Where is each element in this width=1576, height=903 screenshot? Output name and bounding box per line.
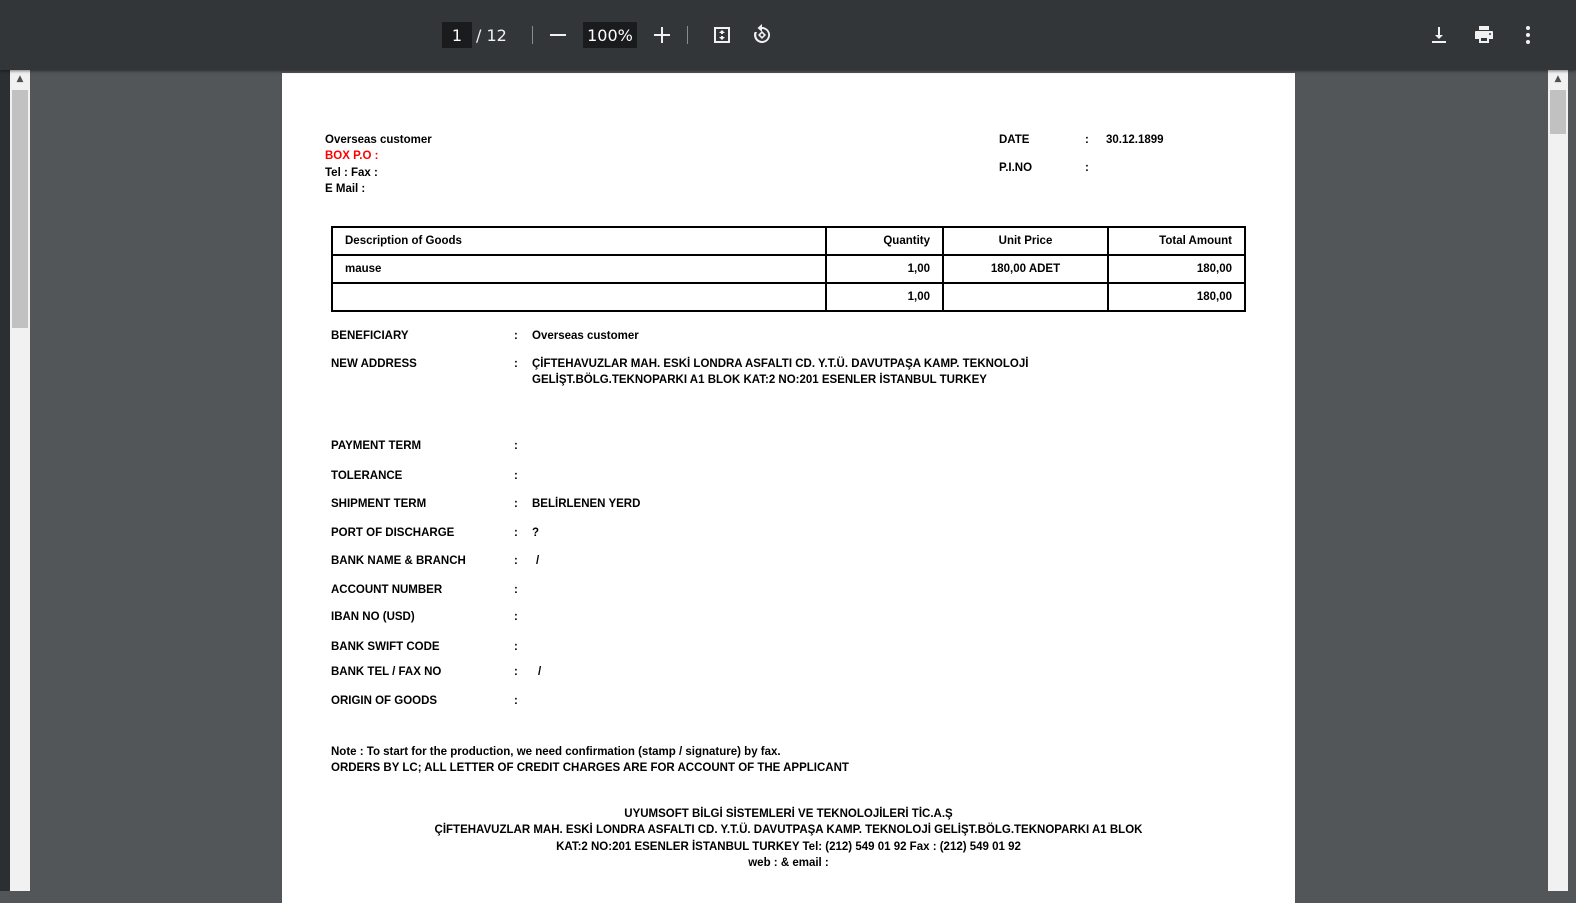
- zoom-in-icon: [650, 23, 674, 47]
- detail-colon: :: [514, 666, 518, 678]
- toolbar-divider: [687, 26, 688, 44]
- table-total-row: [332, 283, 1245, 311]
- detail-value: /: [536, 555, 540, 567]
- right-scrollbar[interactable]: [1548, 70, 1568, 891]
- table-row: [332, 255, 1245, 283]
- table-cell: [943, 283, 1108, 311]
- detail-label: SHIPMENT TERM: [331, 498, 427, 510]
- rotate-button[interactable]: [746, 19, 778, 51]
- detail-value: ÇİFTEHAVUZLAR MAH. ESKİ LONDRA ASFALTI CD. Y.T.Ü. DAVUTPAŞA KAMP. TEKNOLOJİ: [532, 358, 1029, 370]
- zoom-input[interactable]: 100%: [583, 22, 637, 48]
- detail-label: ORIGIN OF GOODS: [331, 695, 438, 707]
- detail-colon: :: [514, 358, 518, 370]
- company-contact: KAT:2 NO:201 ESENLER İSTANBUL TURKEY Tel: (212) 549 01 92 Fax : (212) 549 01 92: [556, 841, 1021, 853]
- table-header-cell: Quantity: [826, 227, 943, 255]
- note-line: Note : To start for the production, we need confirmation (stamp / signature) by fax.: [331, 746, 781, 758]
- download-icon: [1427, 23, 1451, 47]
- toolbar-divider: [532, 26, 533, 44]
- zoom-out-icon: [546, 23, 570, 47]
- detail-colon: :: [514, 555, 518, 567]
- table-cell: mause: [332, 255, 826, 283]
- goods-table: [331, 226, 1246, 312]
- detail-label: NEW ADDRESS: [331, 358, 417, 370]
- detail-label: BANK SWIFT CODE: [331, 641, 440, 653]
- detail-label: IBAN NO (USD): [331, 611, 415, 623]
- detail-label: TOLERANCE: [331, 470, 403, 482]
- page-number-input[interactable]: 1: [442, 22, 472, 48]
- date-value: 30.12.1899: [1106, 134, 1164, 146]
- table-cell: 1,00: [826, 283, 943, 311]
- detail-colon: :: [514, 611, 518, 623]
- detail-colon: :: [514, 695, 518, 707]
- pdf-page: [282, 73, 1295, 903]
- table-header-cell: Unit Price: [943, 227, 1108, 255]
- email-label: E Mail :: [325, 183, 366, 195]
- date-colon: :: [1085, 134, 1089, 146]
- pdf-toolbar: [0, 0, 1576, 70]
- more-options-button[interactable]: [1512, 19, 1544, 51]
- detail-value: ?: [532, 527, 540, 539]
- left-scrollbar-thumb[interactable]: [12, 90, 28, 328]
- table-cell: 180,00: [1108, 255, 1245, 283]
- company-address: ÇİFTEHAVUZLAR MAH. ESKİ LONDRA ASFALTI CD. Y.T.Ü. DAVUTPAŞA KAMP. TEKNOLOJİ GELİŞT.BÖLG.TEKNOPARKI A1 BLOK: [434, 824, 1143, 836]
- detail-colon: :: [514, 330, 518, 342]
- detail-label: BENEFICIARY: [331, 330, 409, 342]
- company-name: UYUMSOFT BİLGİ SİSTEMLERİ VE TEKNOLOJİLERİ TİC.A.Ş: [624, 808, 953, 820]
- fit-page-icon: [710, 23, 734, 47]
- sidebar-edge: [0, 70, 10, 891]
- detail-label: BANK NAME & BRANCH: [331, 555, 466, 567]
- detail-value: BELİRLENEN YERD: [532, 498, 641, 510]
- more-icon: [1516, 23, 1540, 47]
- rotate-icon: [750, 23, 774, 47]
- box-po-label: BOX P.O :: [325, 150, 379, 162]
- detail-colon: :: [514, 584, 518, 596]
- detail-colon: :: [514, 498, 518, 510]
- detail-colon: :: [514, 440, 518, 452]
- fit-to-page-button[interactable]: [706, 19, 738, 51]
- table-cell: 1,00: [826, 255, 943, 283]
- pino-colon: :: [1085, 162, 1089, 174]
- tel-fax-label: Tel : Fax :: [325, 167, 378, 179]
- detail-value-line2: GELİŞT.BÖLG.TEKNOPARKI A1 BLOK KAT:2 NO:201 ESENLER İSTANBUL TURKEY: [532, 374, 987, 386]
- detail-label: PORT OF DISCHARGE: [331, 527, 455, 539]
- scroll-up-arrow-icon[interactable]: ▲: [16, 74, 24, 84]
- customer-name: Overseas customer: [325, 134, 432, 146]
- detail-label: ACCOUNT NUMBER: [331, 584, 443, 596]
- zoom-in-button[interactable]: [646, 19, 678, 51]
- left-scrollbar[interactable]: [10, 70, 30, 891]
- zoom-out-button[interactable]: [542, 19, 574, 51]
- detail-colon: :: [514, 641, 518, 653]
- table-header-cell: Description of Goods: [332, 227, 826, 255]
- detail-colon: :: [514, 470, 518, 482]
- print-icon: [1472, 23, 1496, 47]
- pino-label: P.I.NO: [999, 162, 1033, 174]
- company-web: web : & email :: [748, 857, 829, 869]
- date-label: DATE: [999, 134, 1030, 146]
- table-cell: [332, 283, 826, 311]
- table-header-cell: Total Amount: [1108, 227, 1245, 255]
- detail-label: PAYMENT TERM: [331, 440, 422, 452]
- table-cell: 180,00: [1108, 283, 1245, 311]
- detail-value: /: [538, 666, 542, 678]
- table-cell: 180,00 ADET: [943, 255, 1108, 283]
- scroll-up-arrow-icon[interactable]: ▲: [1554, 74, 1562, 84]
- download-button[interactable]: [1423, 19, 1455, 51]
- detail-colon: :: [514, 527, 518, 539]
- detail-label: BANK TEL / FAX NO: [331, 666, 442, 678]
- right-scrollbar-thumb[interactable]: [1550, 90, 1566, 134]
- table-header-row: [332, 227, 1245, 255]
- page-total: / 12: [476, 25, 507, 45]
- note-line: ORDERS BY LC; ALL LETTER OF CREDIT CHARGES ARE FOR ACCOUNT OF THE APPLICANT: [331, 762, 849, 774]
- print-button[interactable]: [1468, 19, 1500, 51]
- detail-value: Overseas customer: [532, 330, 639, 342]
